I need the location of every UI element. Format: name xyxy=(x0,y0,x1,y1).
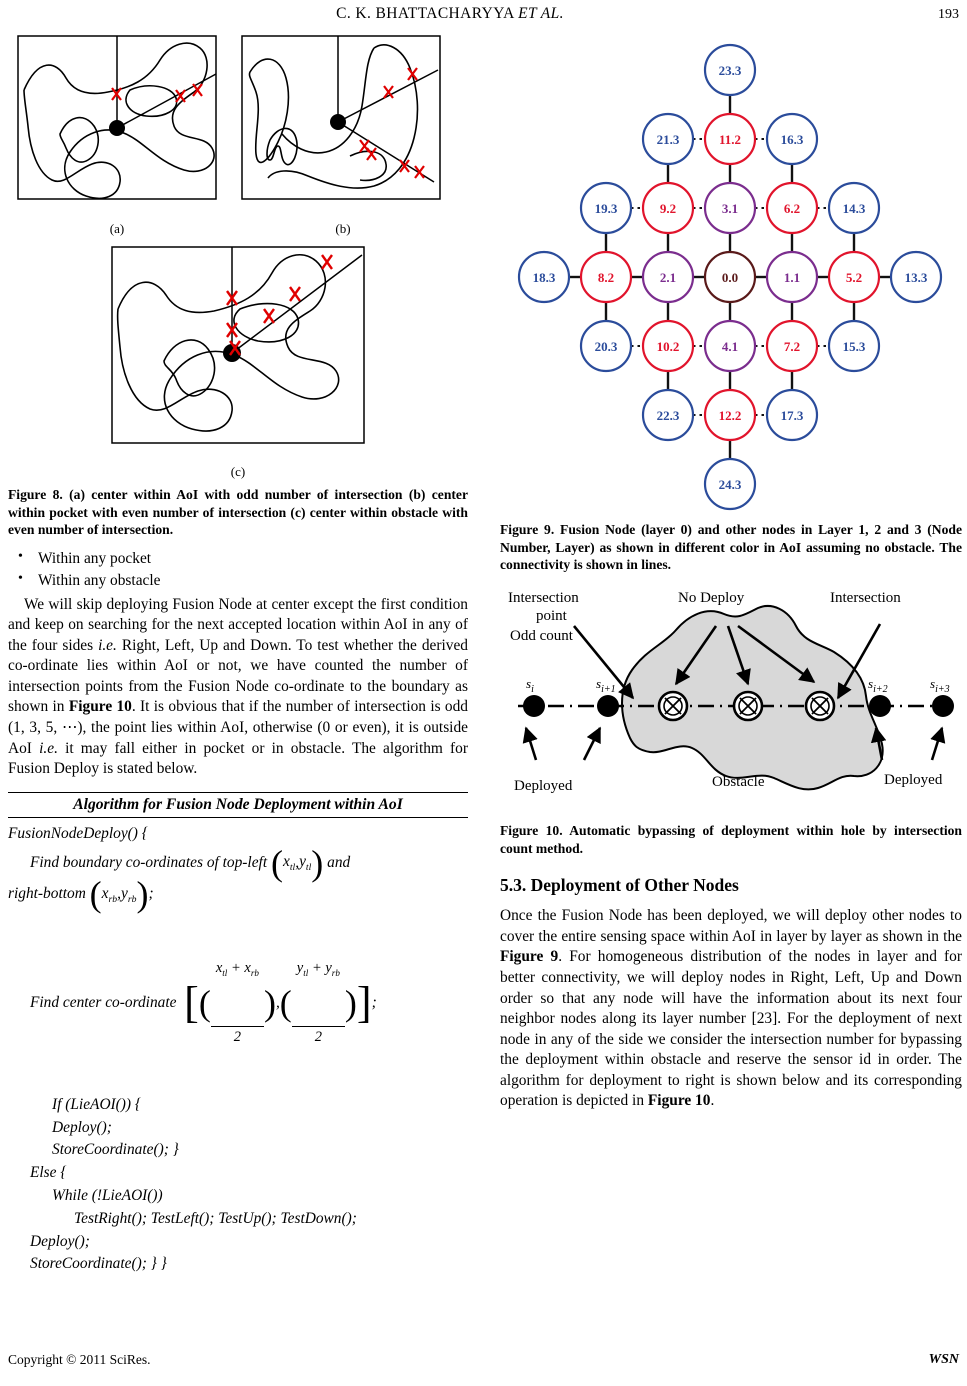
node-label: 16.3 xyxy=(780,132,804,147)
algorithm-line: If (LieAOI()) { xyxy=(52,1095,142,1113)
algorithm-line: Else { xyxy=(30,1164,67,1182)
arrow-deployed-left-2 xyxy=(584,728,600,760)
algorithm-line-boundary xyxy=(8,842,468,883)
node-10-2[interactable] xyxy=(643,321,693,371)
fraction-x xyxy=(211,912,264,1094)
arrow-deployed-left-1 xyxy=(526,728,536,760)
node-24-3[interactable] xyxy=(705,459,755,509)
figure-8-panel-c xyxy=(104,241,372,480)
fraction-denominator: 2 xyxy=(292,1026,345,1048)
fraction-y xyxy=(292,912,345,1094)
algorithm-line: TestRight(); TestLeft(); TestUp(); TestDown(); xyxy=(74,1209,357,1227)
label-s-i3: $s_{i+3}$ xyxy=(930,676,950,696)
deployed-node-si1 xyxy=(597,695,619,717)
left-body-text xyxy=(8,595,468,780)
figure-9-caption: Figure 9. Fusion Node (layer 0) and other nodes in Layer 1, 2 and 3 (Node Number, Layer) as shown in different color in AoI assuming no obstacle. The connectivity is shown in lines. xyxy=(500,522,962,573)
node-22-3[interactable] xyxy=(643,390,693,440)
figure-9 xyxy=(500,30,962,515)
label-intersection-point-line1: Intersection xyxy=(508,590,579,607)
figure-ref: Figure 10 xyxy=(68,698,132,716)
algo-text: and xyxy=(327,853,351,871)
node-15-3[interactable] xyxy=(829,321,879,371)
label-s-i2: $s_{i+2}$ xyxy=(868,676,888,696)
node-19-3[interactable] xyxy=(581,183,631,233)
algo-text: Find boundary co-ordinates of top-left xyxy=(30,853,268,871)
node-label: 12.2 xyxy=(718,408,742,423)
paren-close: ) xyxy=(344,982,357,1023)
node-label: 17.3 xyxy=(780,408,804,423)
algorithm-line-center xyxy=(8,909,468,1094)
node-8-2[interactable] xyxy=(581,252,631,302)
copyright-notice: Copyright © 2011 SciRes. xyxy=(8,1352,151,1367)
algorithm-block xyxy=(8,792,468,1276)
label-s-i1: $s_{i+1}$ xyxy=(596,676,616,696)
running-head-title xyxy=(0,5,900,23)
node-17-3[interactable] xyxy=(767,390,817,440)
node-18-3[interactable] xyxy=(519,252,569,302)
para-seg: . xyxy=(710,1092,715,1110)
node-label: 15.3 xyxy=(842,339,866,354)
paren-open: ( xyxy=(279,982,292,1023)
node-label: 9.2 xyxy=(659,201,677,216)
node-label: 3.1 xyxy=(721,201,739,216)
para-italic: i.e. xyxy=(39,739,58,757)
node-11-2[interactable] xyxy=(705,114,755,164)
node-7-2[interactable] xyxy=(767,321,817,371)
node-label: 14.3 xyxy=(842,201,866,216)
condition-bullet-list xyxy=(8,548,468,593)
center-dot-a xyxy=(109,120,125,136)
running-head-authors: C. K. BHATTACHARYYA xyxy=(336,5,514,22)
figure-8b-graphic xyxy=(234,30,452,220)
bullet-item: • Within any obstacle xyxy=(8,570,468,592)
node-label: 10.2 xyxy=(656,339,680,354)
fraction-numerator: $y_{tl} + y_{rb}$ xyxy=(296,959,340,978)
algorithm-line-open: FusionNodeDeploy() { xyxy=(8,824,148,842)
journal-abbreviation: WSN xyxy=(928,1352,959,1367)
token-comma: , xyxy=(295,853,300,871)
node-0-0[interactable] xyxy=(705,252,755,302)
para-seg: it may fall either in pocket or in obstacle. The algorithm for Fusion Deploy is stated below. xyxy=(8,739,468,778)
token-comma: , xyxy=(275,993,280,1011)
bracket-open: [ xyxy=(184,977,199,1027)
node-label: 23.3 xyxy=(718,63,742,78)
running-head-etal: ET AL. xyxy=(518,5,564,22)
node-21-3[interactable] xyxy=(643,114,693,164)
node-label: 22.3 xyxy=(656,408,680,423)
arrow-deployed-right-2 xyxy=(932,728,942,760)
token-semicolon: ; xyxy=(371,993,377,1011)
paren-close: ) xyxy=(311,842,324,883)
running-head xyxy=(0,5,967,29)
algorithm-line: Deploy(); xyxy=(30,1232,90,1250)
figure-8 xyxy=(8,30,468,480)
label-intersection-right: Intersection xyxy=(830,590,901,607)
section-heading-5-3: 5.3. Deployment of Other Nodes xyxy=(500,875,739,896)
figure-8a-graphic xyxy=(8,30,226,220)
bracket-close: ] xyxy=(356,977,372,1027)
node-label: 2.1 xyxy=(659,270,677,285)
node-label: 24.3 xyxy=(718,477,742,492)
label-deployed-left: Deployed xyxy=(514,778,573,795)
figure-10-caption: Figure 10. Automatic bypassing of deployment within hole by intersection count method. xyxy=(500,823,962,856)
node-20-3[interactable] xyxy=(581,321,631,371)
token-xrb: $x_{rb}$ xyxy=(101,884,118,905)
node-label: 20.3 xyxy=(594,339,618,354)
figure-9-node-graph xyxy=(500,30,962,515)
token-xtl: $x_{tl}$ xyxy=(282,852,296,873)
node-4-1[interactable] xyxy=(705,321,755,371)
node-9-2[interactable] xyxy=(643,183,693,233)
left-column xyxy=(8,30,468,1276)
label-odd-count: Odd count xyxy=(510,628,573,645)
bullet-item: • Within any pocket xyxy=(8,548,468,570)
figure-8-panel-c-label: (c) xyxy=(230,464,246,479)
node-label: 7.2 xyxy=(783,339,801,354)
algorithm-body xyxy=(8,818,468,1276)
figure-8-bottom-row xyxy=(8,241,468,480)
no-deploy-node-2 xyxy=(734,692,762,720)
node-23-3[interactable] xyxy=(705,45,755,95)
paren-close: ) xyxy=(263,982,276,1023)
token-ytl: $y_{tl}$ xyxy=(299,852,312,873)
para-seg: We will skip deploying Fusion Node at center except the first condition and keep on searching for the next accepted location within AoI in any of the four sides xyxy=(8,595,468,654)
para-seg: Once the Fusion Node has been deployed, we will deploy other nodes to cover the entire sensing space within AoI in layer by layer as shown in the xyxy=(500,907,962,945)
label-no-deploy: No Deploy xyxy=(678,590,745,607)
label-intersection-point-line2: point xyxy=(536,608,567,625)
paren-open: ( xyxy=(198,982,211,1023)
algorithm-line-rightbottom xyxy=(8,874,468,915)
para-seg: Right, Left, Up and Down. To test whether the derived co-ordinate lies within AoI or not, we have counted the number of intersection points from the Fusion Node co-ordinate to the boundary as shown in xyxy=(8,636,468,716)
deployed-node-si3 xyxy=(932,695,954,717)
algorithm-line: While (!LieAOI()) xyxy=(52,1186,163,1204)
deployed-node-si xyxy=(523,695,545,717)
node-label: 1.1 xyxy=(783,270,801,285)
label-deployed-right: Deployed xyxy=(884,772,943,789)
node-label: 4.1 xyxy=(721,339,739,354)
node-13-3[interactable] xyxy=(891,252,941,302)
token-semicolon: ; xyxy=(148,885,154,903)
node-label: 0.0 xyxy=(721,270,739,285)
paren-open: ( xyxy=(89,874,102,915)
fraction-numerator: $x_{tl} + x_{rb}$ xyxy=(215,959,259,978)
figure-8-panel-a-label: (a) xyxy=(109,221,125,236)
para-italic: i.e. xyxy=(98,636,117,654)
node-1-1[interactable] xyxy=(767,252,817,302)
para-seg: . For homogeneous distribution of the nodes in layer and for better connectivity, we will deploy nodes in Right, Left, Up and Down order so that any node will have the information about its next four neighbor nodes along its layer number [23]. For the deployment of next node in any of the side we consider the intersection number for bypassing the deployment within obstacle and reserve the sensor id in order. The algorithm for deployment to right is shown below and its corresponding operation is depicted in xyxy=(500,948,963,1110)
fraction-denominator: 2 xyxy=(211,1026,264,1048)
paragraph xyxy=(8,595,468,780)
node-label: 21.3 xyxy=(656,132,680,147)
algo-text: right-bottom xyxy=(8,885,86,903)
node-5-2[interactable] xyxy=(829,252,879,302)
paren-open: ( xyxy=(270,842,283,883)
figure-8-panel-a xyxy=(8,30,226,237)
no-deploy-node-3 xyxy=(806,692,834,720)
node-6-2[interactable] xyxy=(767,183,817,233)
figure-10 xyxy=(500,578,962,818)
node-label: 5.2 xyxy=(845,270,863,285)
algo-text: Find center co-ordinate xyxy=(30,993,177,1011)
figure-ref: Figure 10 xyxy=(647,1092,711,1110)
node-label: 6.2 xyxy=(783,201,801,216)
center-dot-b xyxy=(330,114,346,130)
no-deploy-node-1 xyxy=(659,692,687,720)
figure-8c-graphic xyxy=(104,241,372,463)
node-label: 18.3 xyxy=(532,270,556,285)
algorithm-line: StoreCoordinate(); } } xyxy=(30,1255,167,1273)
para-seg: . It is obvious that if the number of intersection is odd (1, 3, 5, ⋯), the point lies within AoI, otherwise (0 or even), it is outside AoI xyxy=(8,698,469,757)
token-comma: , xyxy=(117,885,121,903)
node-3-1[interactable] xyxy=(705,183,755,233)
algorithm-line: Deploy(); xyxy=(52,1118,112,1136)
node-2-1[interactable] xyxy=(643,252,693,302)
node-14-3[interactable] xyxy=(829,183,879,233)
node-16-3[interactable] xyxy=(767,114,817,164)
node-label: 11.2 xyxy=(718,132,742,147)
deployed-node-si2 xyxy=(869,695,891,717)
right-column xyxy=(500,30,962,1112)
label-s-i: $s_i$ xyxy=(526,676,534,696)
figure-8-top-row xyxy=(8,30,468,237)
page-footer xyxy=(8,1352,959,1372)
figure-8-caption: Figure 8. (a) center within AoI with odd number of intersection (b) center within pocket with even number of intersection (c) center within obstacle with even number of intersection. xyxy=(8,487,468,538)
figure-10-graphic xyxy=(500,578,962,818)
figure-8-panel-b-label: (b) xyxy=(335,221,351,236)
page-number: 193 xyxy=(938,7,959,22)
paragraph xyxy=(500,906,962,1112)
right-body-text xyxy=(500,906,962,1112)
token-yrb: $y_{rb}$ xyxy=(121,884,137,905)
node-label: 8.2 xyxy=(597,270,615,285)
algorithm-line: StoreCoordinate(); } xyxy=(52,1141,179,1159)
label-obstacle: Obstacle xyxy=(712,774,765,791)
node-12-2[interactable] xyxy=(705,390,755,440)
figure-8-panel-b xyxy=(234,30,452,237)
figure-ref: Figure 9 xyxy=(500,948,559,966)
paren-close: ) xyxy=(136,874,149,915)
node-label: 13.3 xyxy=(904,270,928,285)
node-label: 19.3 xyxy=(594,201,618,216)
algorithm-title: Algorithm for Fusion Node Deployment within AoI xyxy=(73,795,403,813)
